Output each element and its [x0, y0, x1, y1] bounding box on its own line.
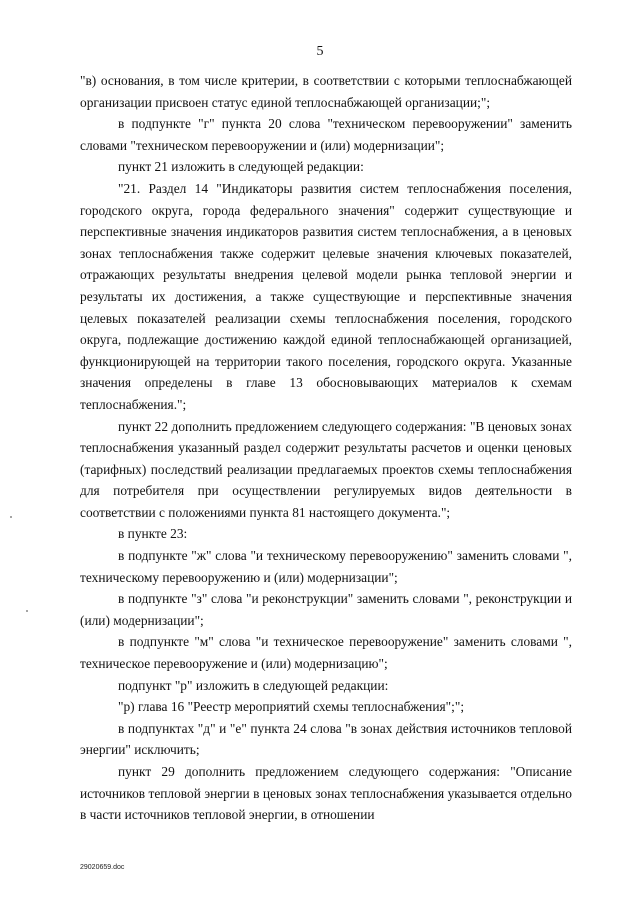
paragraph-10: подпункт "р" изложить в следующей редакции:	[118, 677, 389, 693]
paragraph-1: "в) основания, в том числе критерии, в соответствии с которыми теплоснабжающей организации присвоен статус единой теплоснабжающей организации;";	[80, 73, 572, 110]
paragraph-8: в подпункте "з" слова "и реконструкции" заменить словами ", реконструкции и (или) модернизации";	[80, 591, 572, 628]
paragraph-13: пункт 29 дополнить предложением следующего содержания: "Описание источников тепловой энергии в ценовых зонах теплоснабжения указывается отдельно в части источников тепловой энергии, в отношении	[80, 764, 572, 823]
paragraph-9: в подпункте "м" слова "и техническое перевооружение" заменить словами ", техническое перевооружение и (или) модернизацию";	[80, 634, 572, 672]
paragraph-5: пункт 22 дополнить предложением следующего содержания: "В ценовых зонах теплоснабжения указанный раздел содержит результаты расчетов и оценки ценовых (тарифных) последствий реализации предлагаемых проектов схемы теплоснабжения для потребителя при осуществлении регулируемых видов деятельности в соответствии с положениями пункта 81 настоящего документа.";	[80, 418, 572, 520]
footer-filename: 29020659.doc	[80, 864, 125, 871]
paragraph-3: пункт 21 изложить в следующей редакции:	[118, 159, 364, 175]
paragraph-2: в подпункте "г" пункта 20 слова "техническом перевооружении" заменить словами "техническом перевооружении и (или) модернизации";	[80, 116, 572, 153]
paragraph-12: в подпунктах "д" и "е" пункта 24 слова "в зонах действия источников тепловой энергии" исключить;	[80, 720, 572, 758]
paragraph-7: в подпункте "ж" слова "и техническому перевооружению" заменить словами ", техническому перевооружению и (или) модернизации";	[80, 548, 572, 585]
page-number: 5	[316, 44, 324, 59]
paragraph-11: "р) глава 16 "Реестр мероприятий схемы теплоснабжения";";	[118, 699, 465, 715]
paragraph-4: "21. Раздел 14 "Индикаторы развития систем теплоснабжения поселения, городского округа, города федерального значения" содержит существующие и перспективные значения индикаторов развития систем теплоснабжения, а в ценовых зонах теплоснабжения также содержит целевые значения ключевых показателей, отражающих результаты внедрения целевой модели рынка тепловой энергии и результаты их достижения, а также существующие и перспективные значения целевых показателей реализации схемы теплоснабжения поселения, городского округа, подлежащие достижению каждой единой теплоснабжающей организацией, функционирующей на территории такого поселения, городского округа. Указанные значения определены в главе 13 обосновывающих материалов к схемам теплоснабжения.";	[80, 180, 572, 412]
document-body	[80, 70, 572, 826]
margin-speck	[10, 516, 12, 518]
margin-speck	[26, 610, 28, 612]
paragraph-6: в пункте 23:	[118, 526, 188, 542]
